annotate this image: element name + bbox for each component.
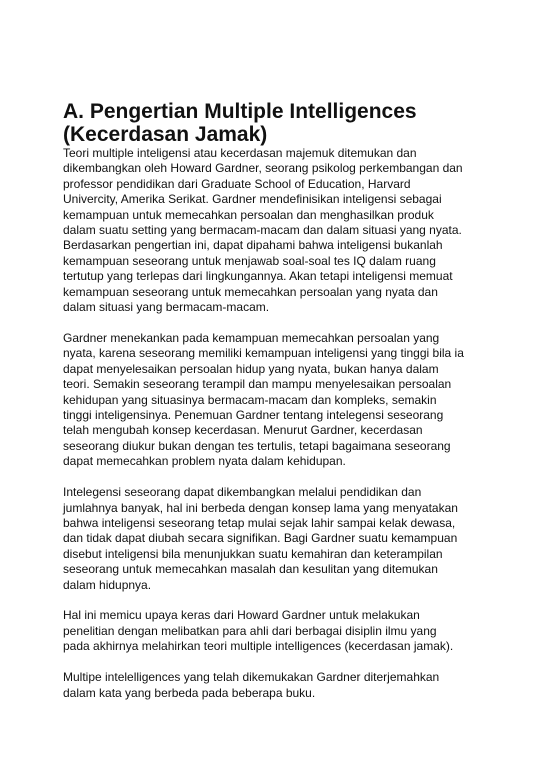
paragraph-4: Hal ini memicu upaya keras dari Howard Gardner untuk melakukan penelitian dengan melibatkan para ahli dari berbagai disiplin ilmu yang pada akhirnya melahirkan teori multiple intelligences (kecerdasan jamak). [63,608,454,654]
document-title [63,100,488,146]
title-line-1: A. Pengertian Multiple Intelligences [63,100,417,123]
paragraph-5: Multipe intelelligences yang telah dikemukakan Gardner diterjemahkan dalam kata yang berbeda pada beberapa buku. [63,670,440,700]
paragraph-3: Intelegensi seseorang dapat dikembangkan melalui pendidikan dan jumlahnya banyak, hal ini berbeda dengan konsep lama yang menyatakan bahwa inteligensi seseorang tetap mulai sejak lahir sampai kelak dewasa, dan tidak dapat diubah secara signifikan. Bagi Gardner suatu kemampuan disebut inteligensi bila menunjukkan suatu kemahiran dan keterampilan seseorang untuk memecahkan masalah dan kesulitan yang ditemukan dalam hidupnya. [63,485,458,592]
paragraph-1: Teori multiple inteligensi atau kecerdasan majemuk ditemukan dan dikembangkan oleh Howard Gardner, seorang psikolog perkembangan dan professor pendidikan dari Graduate School of Education, Harvard Univercity, Amerika Serikat. Gardner mendefinisikan inteligensi sebagai kemampuan untuk memecahkan persoalan dan menghasilkan produk dalam suatu setting yang bermacam-macam dan dalam situasi yang nyata. Berdasarkan pengertian ini, dapat dipahami bahwa inteligensi bukanlah kemampuan seseorang untuk menjawab soal-soal tes IQ dalam ruang tertutup yang terlepas dari lingkungannya. Akan tetapi inteligensi memuat kemampuan seseorang untuk memecahkan persoalan yang nyata dan dalam situasi yang bermacam-macam. [63,146,463,315]
paragraph-2: Gardner menekankan pada kemampuan memecahkan persoalan yang nyata, karena seseorang memiliki kemampuan inteligensi yang tinggi bila ia dapat menyelesaikan persoalan hidup yang nyata, bukan hanya dalam teori. Semakin seseorang terampil dan mampu menyelesaikan persoalan kehidupan yang situasinya bermacam-macam dan kompleks, semakin tinggi inteligensinya. Penemuan Gardner tentang intelegensi seseorang telah mengubah konsep kecerdasan. Menurut Gardner, kecerdasan seseorang diukur bukan dengan tes tertulis, tetapi bagaimana seseorang dapat memecahkan problem nyata dalam kehidupan. [63,330,464,469]
title-line-2: (Kecerdasan Jamak) [63,123,268,146]
document-page [63,100,488,717]
